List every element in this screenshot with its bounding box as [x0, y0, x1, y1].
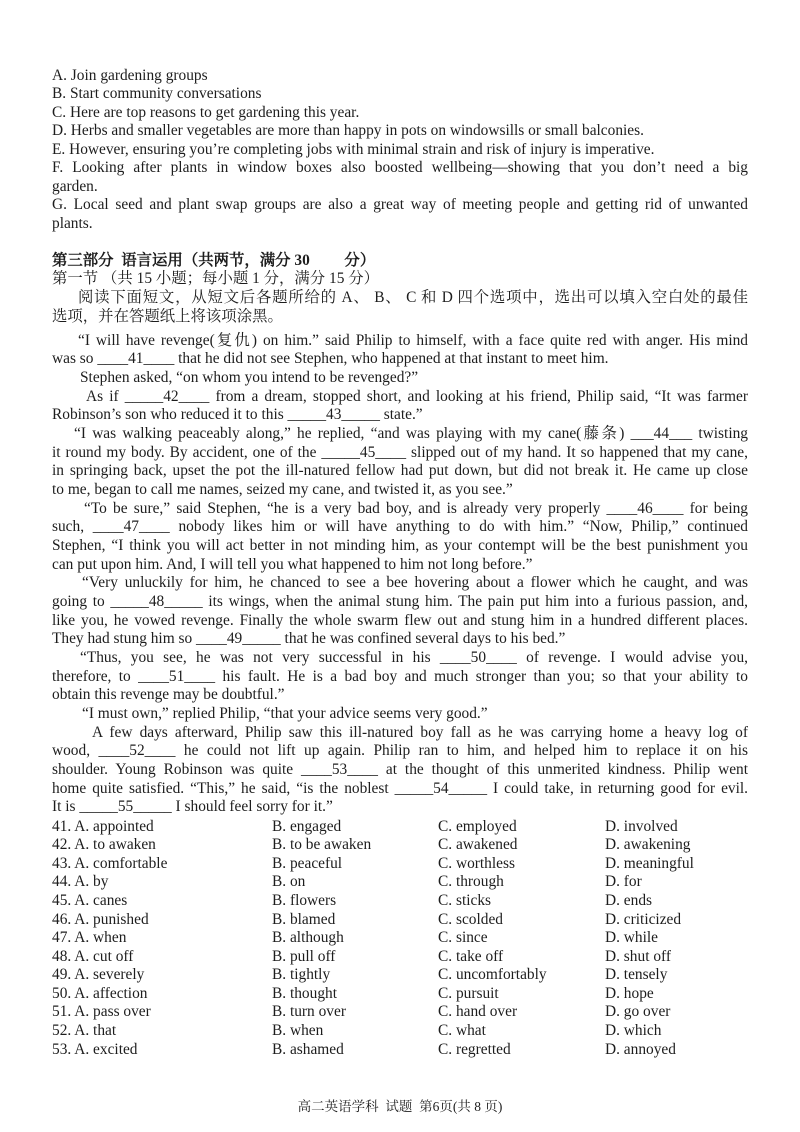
question-51-option-b: B. turn over [272, 1003, 346, 1021]
question-47-option-b: B. although [272, 929, 344, 947]
question-53-number: 53. [52, 1040, 72, 1058]
question-47-option-c: C. since [438, 929, 488, 947]
passage-p7-line-3: obtain this revenge may be doubtful.” [52, 686, 285, 704]
question-46-number: 46. [52, 910, 72, 928]
question-49-option-a [52, 966, 272, 985]
question-41-option-c: C. employed [438, 817, 517, 835]
question-42-option-a [52, 836, 272, 855]
question-50-option-a [52, 985, 272, 1004]
question-46-option-a [52, 911, 272, 930]
question-46 [52, 911, 748, 930]
question-52-option-a-text: A. that [74, 1022, 117, 1040]
question-47 [52, 929, 748, 948]
task-option-f-line-1: F. Looking after plants in window boxes also boosted wellbeing—showing that you don’t need a big [52, 159, 748, 177]
question-48-number: 48. [52, 947, 72, 965]
task-option-g-line-1: G. Local seed and plant swap groups are also a great way of meeting people and getting rid of unwanted [52, 196, 748, 214]
question-options [52, 818, 748, 1060]
task-option-a: A. Join gardening groups [52, 66, 208, 84]
section-subtitle: 第一节 （共 15 小题；每小题 1 分，满分 15 分） [52, 270, 380, 288]
question-42-option-a-text: A. to awaken [74, 836, 156, 854]
question-42-option-b: B. to be awaken [272, 836, 372, 854]
question-42-option-c: C. awakened [438, 836, 518, 854]
question-51-number: 51. [52, 1003, 72, 1021]
passage-p6-line-1: “Very unluckily for him, he chanced to see a bee hovering about a flower which he caught, and was [82, 574, 748, 592]
section-title: 第三部分 语言运用（共两节，满分 30 分） [52, 251, 376, 269]
task-option-c: C. Here are top reasons to get gardening this year. [52, 103, 360, 121]
question-43-option-c: C. worthless [438, 854, 515, 872]
passage-p5-line-1: “To be sure,” said Stephen, “he is a very bad boy, and is already very properly ____46____ for being [84, 499, 748, 517]
question-47-option-a [52, 929, 272, 948]
passage-p7-line-2: therefore, to ____51____ his fault. He is a bad boy and much stronger than you; so that your ability to [52, 667, 748, 685]
question-53 [52, 1041, 748, 1060]
task-option-e: E. However, ensuring you’re completing jobs with minimal strain and risk of injury is imperative. [52, 140, 655, 158]
passage-p2-line-1: Stephen asked, “on whom you intend to be revenged?” [80, 369, 419, 387]
question-50-number: 50. [52, 984, 72, 1002]
task-option-b: B. Start community conversations [52, 85, 262, 103]
instructions-line-1: 阅读下面短文，从短文后各题所给的 A、 B、 C 和 D 四个选项中，选出可以填入空白处的最佳 [78, 289, 748, 306]
question-52-number: 52. [52, 1022, 72, 1040]
question-43-option-d: D. meaningful [605, 854, 694, 872]
passage-p4-line-2: it round my body. By accident, one of the _____45____ slipped out of my hand. It so happened that my cane, [52, 443, 748, 461]
question-50 [52, 985, 748, 1004]
passage-p9-line-1: A few days afterward, Philip saw this ill-natured boy fall as he was carrying home a heavy log of [92, 723, 748, 741]
passage-p5-line-4: can put upon him. And, I will tell you what happened to him not long before.” [52, 555, 533, 573]
passage-p6-line-2: going to _____48_____ its wings, when the animal stung him. The pain put him into a furious passion, and, [52, 593, 748, 611]
question-41-option-b: B. engaged [272, 817, 342, 835]
question-46-option-c: C. scolded [438, 910, 503, 928]
question-41-option-a-text: A. appointed [74, 817, 154, 835]
passage-p4-line-3: in springing back, upset the pot the ill-natured fellow had put down, but did not break it. He came up close [52, 462, 748, 480]
question-50-option-c: C. pursuit [438, 984, 499, 1002]
question-52-option-b: B. when [272, 1022, 324, 1040]
passage-p4-line-1: “I was walking peaceably along,” he replied, “and was playing with my cane(藤条) ___44___ twisting [74, 425, 748, 443]
question-49-option-d: D. tensely [605, 966, 668, 984]
passage-p3-line-2: Robinson’s son who reduced it to this _____43_____ state.” [52, 406, 423, 424]
cloze-passage [52, 332, 748, 817]
question-50-option-d: D. hope [605, 984, 654, 1002]
section-header [52, 252, 748, 327]
question-47-option-d: D. while [605, 929, 659, 947]
question-45-number: 45. [52, 892, 72, 909]
question-53-option-a-text: A. excited [74, 1040, 138, 1058]
question-48 [52, 948, 748, 967]
question-43-option-a [52, 855, 272, 874]
question-47-option-a-text: A. when [74, 929, 127, 947]
task-option-g-line-2: plants. [52, 214, 93, 232]
question-43-option-a-text: A. comfortable [74, 854, 168, 872]
question-45-option-a [52, 892, 272, 911]
question-49-number: 49. [52, 966, 72, 984]
question-48-option-d: D. shut off [605, 947, 671, 965]
question-44-option-a [52, 873, 272, 892]
question-45-option-c: C. sticks [438, 892, 492, 909]
passage-p1-line-1: “I will have revenge(复仇) on him.” said Philip to himself, with a face quite red with anger. His mind [78, 331, 748, 349]
question-52-option-c: C. what [438, 1022, 486, 1040]
question-41-option-d: D. involved [605, 817, 678, 835]
question-44-option-b: B. on [272, 873, 306, 891]
question-44-option-c: C. through [438, 873, 504, 891]
question-42-number: 42. [52, 836, 72, 854]
question-44-option-a-text: A. by [74, 873, 109, 891]
question-43-option-b: B. peaceful [272, 854, 343, 872]
question-45-option-d: D. ends [605, 892, 653, 909]
task-option-f-line-2: garden. [52, 177, 98, 195]
passage-p6-line-3: like you, he vowed revenge. Finally the whole swarm flew out and stung him in a hundred different places. [52, 611, 748, 629]
passage-p9-line-4: home quite satisfied. “This,” he said, “is the noblest _____54_____ I could take, in returning good for evil. [52, 779, 748, 797]
passage-p6-line-4: They had stung him so ____49_____ that he was confined several days to his bed.” [52, 630, 566, 648]
question-46-option-a-text: A. punished [74, 910, 149, 928]
page-footer: 高二英语学科 试题 第6页(共 8 页) [297, 1099, 503, 1114]
question-51-option-a [52, 1003, 272, 1022]
question-53-option-c: C. regretted [438, 1040, 511, 1058]
question-52-option-d: D. which [605, 1022, 662, 1040]
task-option-d: D. Herbs and smaller vegetables are more than happy in pots on windowsills or small balconies. [52, 122, 644, 140]
question-48-option-b: B. pull off [272, 947, 336, 965]
question-43 [52, 855, 748, 874]
question-48-option-a-text: A. cut off [74, 947, 134, 965]
question-45-option-a-text: A. canes [74, 892, 128, 909]
question-41 [52, 818, 748, 837]
passage-p3-line-1: As if _____42____ from a dream, stopped short, and looking at his friend, Philip said, “It was farmer [86, 387, 748, 405]
question-49-option-c: C. uncomfortably [438, 966, 547, 984]
question-47-number: 47. [52, 929, 72, 947]
question-50-option-a-text: A. affection [74, 984, 148, 1002]
question-53-option-a [52, 1041, 272, 1060]
passage-p1-line-2: was so ____41____ that he did not see Stephen, who happened at that instant to meet him. [52, 350, 609, 368]
question-44-option-d: D. for [605, 873, 642, 891]
question-45 [52, 892, 748, 911]
passage-p4-line-4: to me, began to call me names, seized my cane, and twisted it, as you see.” [52, 481, 513, 499]
question-44 [52, 873, 748, 892]
question-48-option-c: C. take off [438, 947, 504, 965]
task-options [52, 67, 748, 234]
question-52-option-a [52, 1022, 272, 1041]
instructions-line-2: 选项，并在答题纸上将该项涂黑。 [52, 307, 283, 325]
question-51-option-d: D. go over [605, 1003, 671, 1021]
question-49-option-a-text: A. severely [74, 966, 145, 984]
question-42 [52, 836, 748, 855]
question-46-option-b: B. blamed [272, 910, 336, 928]
question-51-option-a-text: A. pass over [74, 1003, 151, 1021]
passage-p7-line-1: “Thus, you see, he was not very successful in his ____50____ of revenge. I would advise you, [80, 649, 748, 667]
question-53-option-b: B. ashamed [272, 1040, 344, 1058]
question-46-option-d: D. criticized [605, 910, 682, 928]
passage-p8-line-1: “I must own,” replied Philip, “that your advice seems very good.” [82, 705, 488, 723]
question-41-option-a [52, 818, 272, 837]
question-41-number: 41. [52, 817, 72, 835]
question-51 [52, 1003, 748, 1022]
passage-p9-line-5: It is _____55_____ I should feel sorry for it.” [52, 798, 333, 816]
question-45-option-b: B. flowers [272, 892, 337, 909]
question-44-number: 44. [52, 873, 72, 891]
passage-p5-line-2: such, ____47____ nobody likes him or will have anything to do with him.” “Now, Philip,” continued [52, 518, 748, 536]
question-51-option-c: C. hand over [438, 1003, 518, 1021]
passage-p9-line-3: shoulder. Young Robinson was quite ____53____ at the thought of this unmerited kindness. Philip went [52, 761, 748, 779]
question-42-option-d: D. awakening [605, 836, 691, 854]
question-52 [52, 1022, 748, 1041]
passage-p5-line-3: Stephen, “I think you will act better in not minding him, as your contempt will be the best punishment you [52, 537, 748, 555]
question-48-option-a [52, 948, 272, 967]
question-49-option-b: B. tightly [272, 966, 331, 984]
question-50-option-b: B. thought [272, 984, 337, 1002]
question-43-number: 43. [52, 854, 72, 872]
passage-p9-line-2: wood, ____52____ he could not lift up again. Philip ran to him, and helped him to replace it on his [52, 742, 748, 760]
question-53-option-d: D. annoyed [605, 1040, 676, 1058]
question-49 [52, 966, 748, 985]
